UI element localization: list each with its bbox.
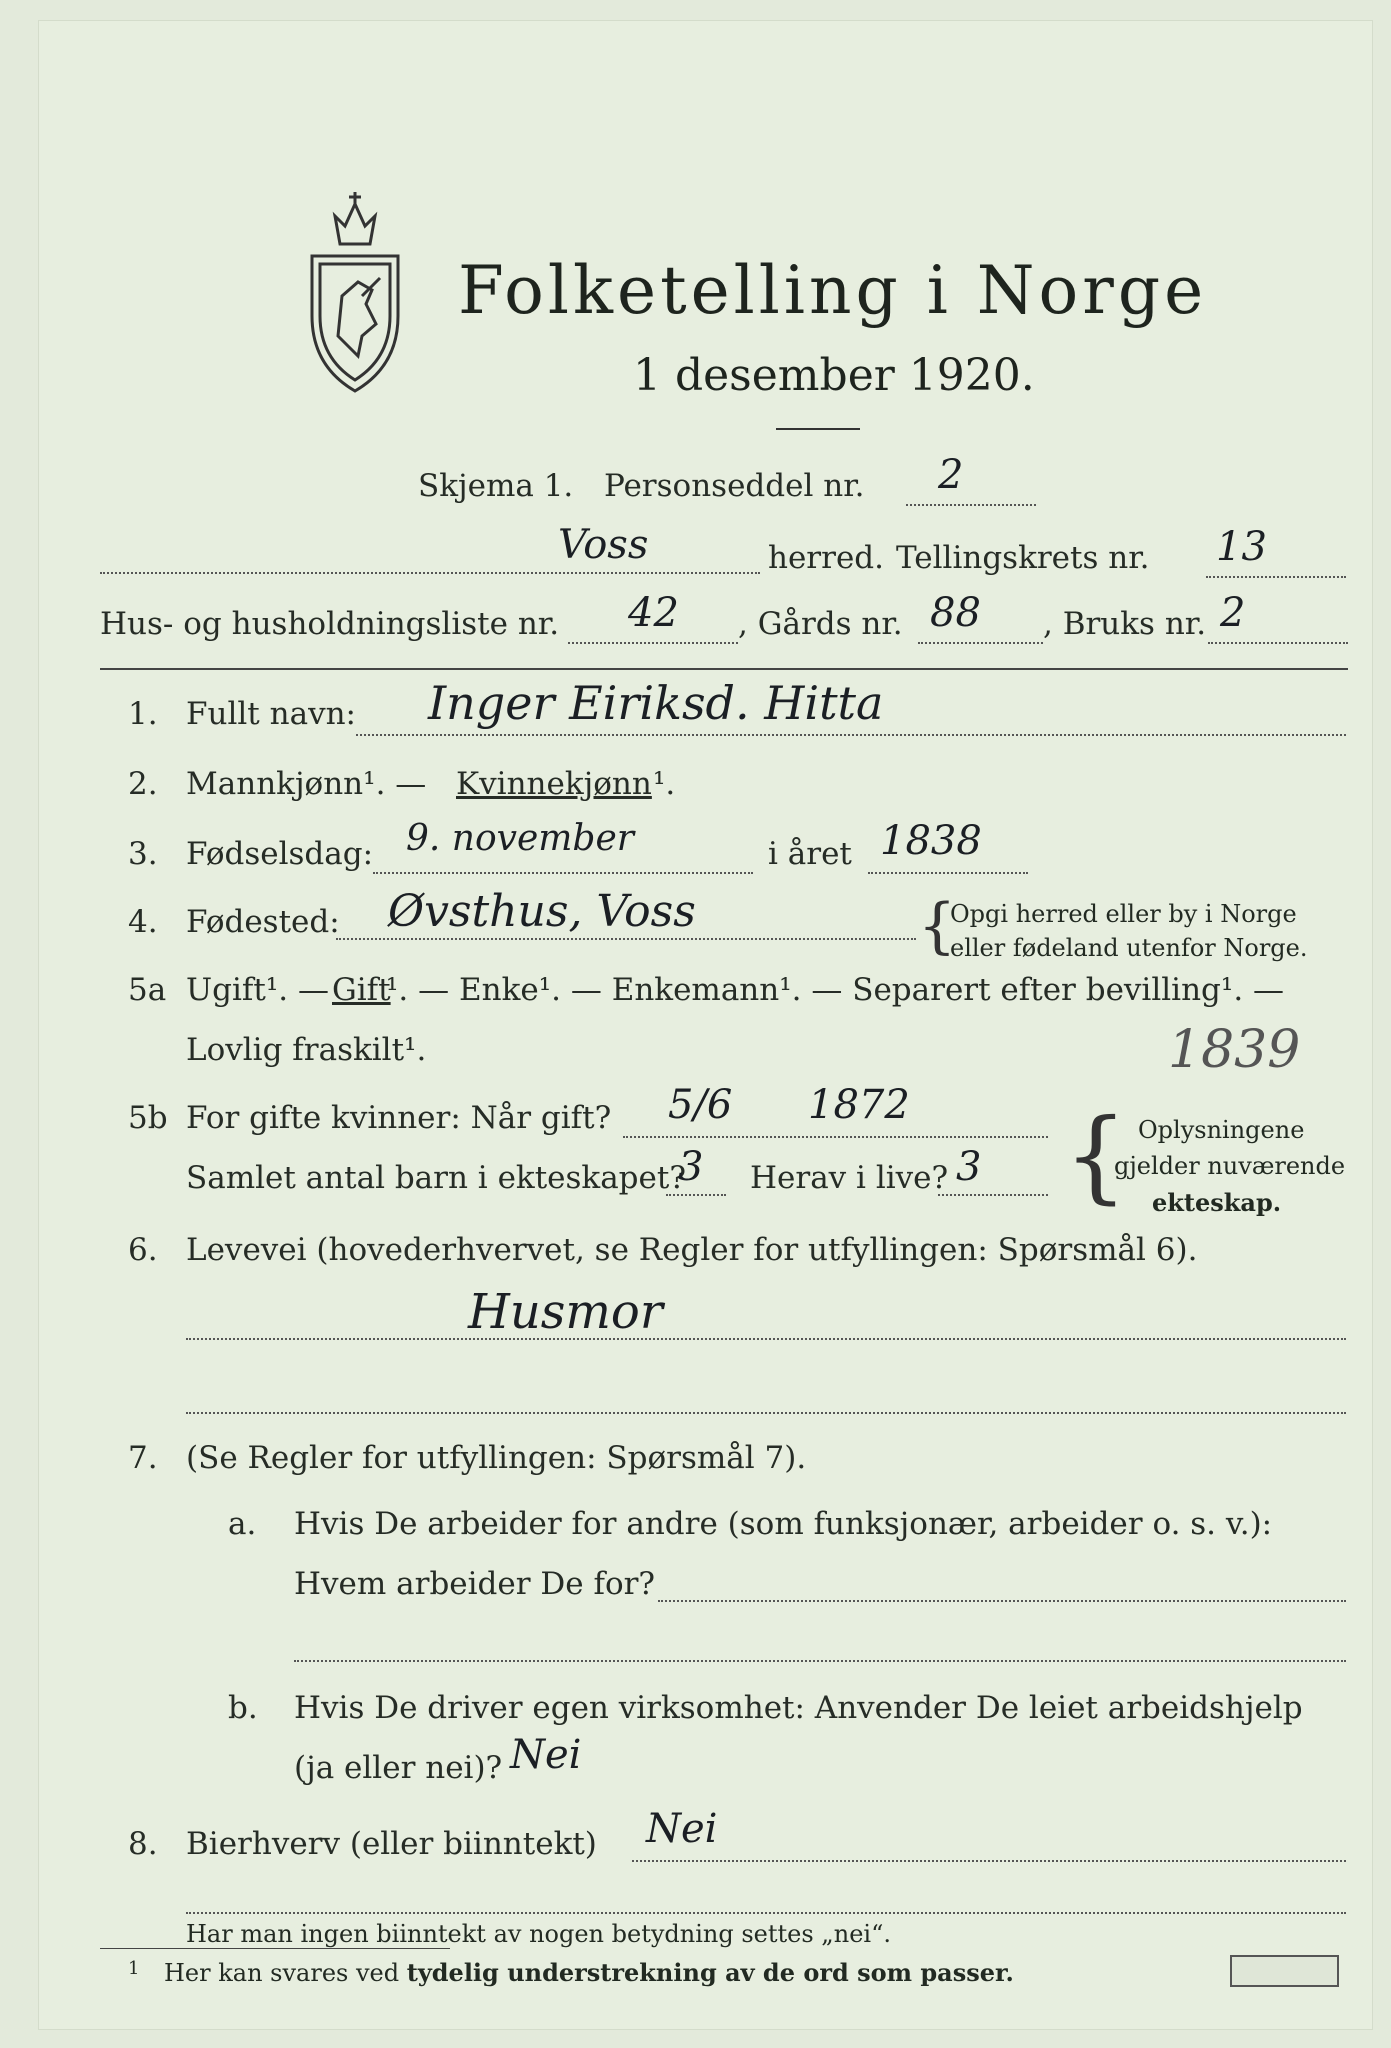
- q5a-fraskilt-option[interactable]: Lovlig fraskilt¹.: [186, 1032, 427, 1068]
- q2-female-option[interactable]: Kvinnekjønn: [456, 766, 652, 802]
- footnote-text: Her kan svares ved: [164, 1959, 407, 1987]
- q6-number: 6.: [128, 1232, 158, 1268]
- q1-line: [356, 734, 1346, 736]
- birthyear-value[interactable]: 1838: [880, 818, 982, 864]
- bruks-line: [1208, 642, 1348, 644]
- q5b-alive-line: [938, 1194, 1048, 1196]
- q5a-gift-option[interactable]: Gift: [332, 972, 391, 1008]
- q5b-children-line: [666, 1194, 726, 1196]
- occupation-value[interactable]: Husmor: [468, 1284, 663, 1340]
- q7b-label: Hvis De driver egen virksomhet: Anvender De leiet arbeidshjelp: [294, 1690, 1303, 1726]
- husliste-label: Hus- og husholdningsliste nr.: [100, 606, 560, 642]
- q6-label: Levevei (hovederhvervet, se Regler for utfyllingen: Spørsmål 6).: [186, 1232, 1198, 1268]
- full-name-value[interactable]: Inger Eiriksd. Hitta: [428, 676, 884, 730]
- q5a-ugift-option[interactable]: Ugift¹. —: [186, 972, 329, 1008]
- q5b-label: For gifte kvinner: Når gift?: [186, 1100, 612, 1136]
- q6-line2: [186, 1412, 1346, 1414]
- form-title: Folketelling i Norge: [458, 252, 1208, 329]
- q2-number: 2.: [128, 766, 158, 802]
- q7-number: 7.: [128, 1440, 158, 1476]
- q5b-married-line: [623, 1136, 1048, 1138]
- q2-female-sup: ¹.: [653, 766, 676, 802]
- q3-line: [373, 872, 753, 874]
- q4-number: 4.: [128, 904, 158, 940]
- q6-line1: [186, 1338, 1346, 1340]
- husliste-value[interactable]: 42: [628, 590, 679, 636]
- q5b-alive-label: Herav i live?: [750, 1160, 949, 1196]
- q8-line2: [186, 1912, 1346, 1914]
- title-divider: [776, 428, 860, 430]
- q4-label: Fødested:: [186, 904, 340, 940]
- q7-label: (Se Regler for utfyllingen: Spørsmål 7).: [186, 1440, 807, 1476]
- personseddel-label: Personseddel nr.: [604, 468, 865, 504]
- tellingskrets-line: [1206, 576, 1346, 578]
- q1-number: 1.: [128, 696, 158, 732]
- q7b-label-2: (ja eller nei)?: [294, 1750, 503, 1786]
- tellingskrets-value[interactable]: 13: [1216, 524, 1267, 570]
- printer-stamp-icon: [1230, 1955, 1339, 1987]
- footnote-rule: [100, 1948, 450, 1949]
- q7a-line1: [658, 1600, 1346, 1602]
- q4-note-line1: Opgi herred eller by i Norge: [950, 900, 1297, 928]
- q4-note-line2: eller fødeland utenfor Norge.: [950, 934, 1308, 962]
- norwegian-coat-of-arms-icon: [300, 186, 410, 396]
- gards-value[interactable]: 88: [930, 590, 981, 636]
- footnote-emphasis: tydelig understrekning av de ord som passer.: [406, 1958, 1014, 1987]
- q2-male-option[interactable]: Mannkjønn¹. —: [186, 766, 427, 802]
- q8-label: Bierhverv (eller biinntekt): [186, 1826, 597, 1862]
- q5b-note-line3: ekteskap.: [1152, 1188, 1282, 1217]
- q8-number: 8.: [128, 1826, 158, 1862]
- q5b-note-line1: Oplysningene: [1138, 1116, 1305, 1144]
- q5a-other-options[interactable]: ¹. — Enke¹. — Enkemann¹. — Separert efter bevilling¹. —: [386, 972, 1285, 1008]
- q5a-number: 5a: [128, 972, 167, 1008]
- q4-brace: {: [918, 891, 957, 961]
- husliste-line: [568, 642, 738, 644]
- q3-year-line: [868, 872, 1028, 874]
- q7a-letter: a.: [228, 1506, 257, 1542]
- tellingskrets-label: Tellingskrets nr.: [896, 540, 1150, 576]
- married-year-value[interactable]: 1872: [808, 1082, 910, 1128]
- gards-label: , Gårds nr.: [738, 606, 903, 642]
- personseddel-line: [906, 504, 1036, 506]
- q7a-label: Hvis De arbeider for andre (som funksjonær, arbeider o. s. v.):: [294, 1506, 1273, 1542]
- q8-value[interactable]: Nei: [646, 1806, 718, 1852]
- q7a-line2: [294, 1660, 1346, 1662]
- q5b-brace: {: [1064, 1097, 1128, 1214]
- q3-label: Fødselsdag:: [186, 836, 374, 872]
- q7b-value[interactable]: Nei: [510, 1732, 582, 1778]
- birthplace-value[interactable]: Øvsthus, Voss: [388, 886, 696, 937]
- birthdate-value[interactable]: 9. november: [406, 818, 634, 859]
- q5b-children-label: Samlet antal barn i ekteskapet?: [186, 1160, 686, 1196]
- q7b-letter: b.: [228, 1690, 258, 1726]
- q8-note: Har man ingen biinntekt av nogen betydning settes „nei“.: [186, 1920, 891, 1948]
- margin-note: 1839: [1168, 1020, 1301, 1080]
- herred-line: [100, 572, 760, 574]
- form-date: 1 desember 1920.: [633, 350, 1035, 401]
- q8-line1: [632, 1860, 1346, 1862]
- gards-line: [918, 642, 1043, 644]
- q1-label: Fullt navn:: [186, 696, 356, 732]
- q3-year-label: i året: [768, 836, 852, 872]
- header-divider: [100, 668, 1348, 670]
- census-form: [38, 20, 1373, 2030]
- bruks-value[interactable]: 2: [1220, 590, 1246, 636]
- q3-number: 3.: [128, 836, 158, 872]
- q5b-number: 5b: [128, 1100, 168, 1136]
- q5b-note-line2: gjelder nuværende: [1114, 1152, 1346, 1180]
- q4-line: [336, 938, 916, 940]
- footnote: [164, 1958, 1014, 1987]
- alive-value[interactable]: 3: [956, 1144, 982, 1190]
- skjema-label: Skjema 1.: [418, 468, 574, 504]
- personseddel-value[interactable]: 2: [938, 452, 964, 498]
- footnote-marker: 1: [128, 1958, 140, 1979]
- herred-value[interactable]: Voss: [558, 522, 649, 568]
- q7a-label-2: Hvem arbeider De for?: [294, 1566, 656, 1602]
- children-value[interactable]: 3: [678, 1144, 704, 1190]
- bruks-label: , Bruks nr.: [1043, 606, 1207, 642]
- married-day-value[interactable]: 5/6: [668, 1082, 733, 1128]
- herred-label: herred.: [768, 540, 884, 576]
